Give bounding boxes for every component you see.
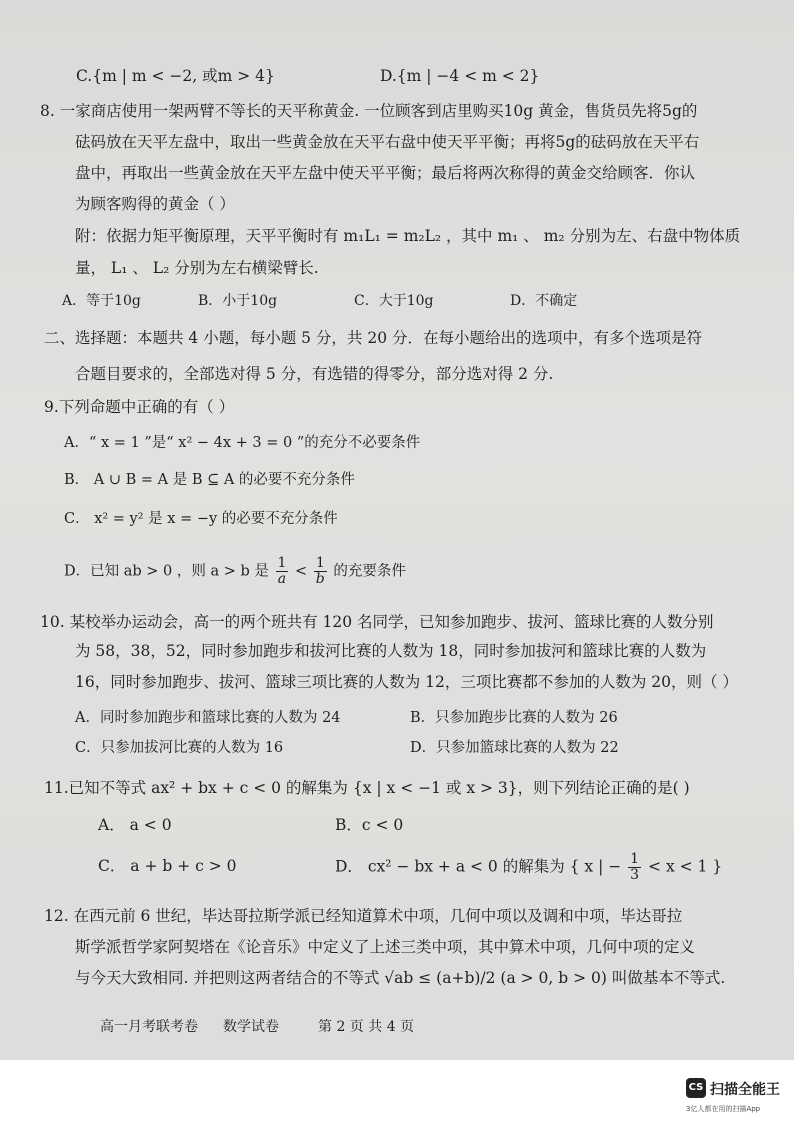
q11-option-d-suffix: < x < 1 } xyxy=(648,857,723,876)
fraction-numerator: 1 xyxy=(630,851,640,867)
q12-line2: 斯学派哲学家阿契塔在《论音乐》中定义了上述三类中项，其中算术中项，几何中项的定义 xyxy=(75,938,696,956)
q11-option-d-prefix: D． cx² − bx + a < 0 的解集为 { x | − xyxy=(335,857,622,876)
q8-option-c: C．大于10g xyxy=(354,293,434,309)
fraction-denominator: a xyxy=(277,571,287,587)
section2-line2: 合题目要求的，全部选对得 5 分，有选错的得零分，部分选对得 2 分. xyxy=(75,365,554,383)
fraction-denominator: b xyxy=(315,571,325,587)
footer-exam-name: 高一月考联考卷 xyxy=(100,1019,198,1035)
q10-line3: 16，同时参加跑步、拔河、篮球三项比赛的人数为 12，三项比赛都不参加的人数为 20，则（ ） xyxy=(75,673,738,691)
q8-note-line1: 附：依据力矩平衡原理，天平平衡时有 m₁L₁ = m₂L₂ ，其中 m₁ 、 m₂ 分别为左、右盘中物体质 xyxy=(75,227,741,245)
q10-option-d: D．只参加篮球比赛的人数为 22 xyxy=(410,740,619,756)
scanner-app-name: 扫描全能王 xyxy=(710,1082,780,1098)
scanner-tagline: 3亿人都在用的扫描App xyxy=(686,1105,761,1113)
q11-option-a: A． a < 0 xyxy=(98,816,172,834)
q9-option-d xyxy=(64,556,406,587)
q9-option-a: A．“ x = 1 ”是“ x² − 4x + 3 = 0 ”的充分不必要条件 xyxy=(64,435,421,451)
camscanner-logo-icon: CS xyxy=(686,1078,706,1098)
q9-stem: 9.下列命题中正确的有（ ） xyxy=(44,398,235,416)
fraction-numerator: 1 xyxy=(314,556,327,572)
q9-option-d-suffix: 的充要条件 xyxy=(333,563,406,580)
q7-option-c: C.{m | m < −2, 或m > 4} xyxy=(76,67,275,85)
q8-line3: 盘中，再取出一些黄金放在天平左盘中使天平平衡；最后将两次称得的黄金交给顾客．你认 xyxy=(75,164,696,182)
q10-line1: 10. 某校举办运动会，高一的两个班共有 120 名同学，已知参加跑步、拔河、篮球比赛的人数分别 xyxy=(40,613,714,631)
q10-option-b: B．只参加跑步比赛的人数为 26 xyxy=(410,710,618,726)
fraction-1-over-a xyxy=(276,556,289,587)
q8-line4: 为顾客购得的黄金（ ） xyxy=(75,195,235,213)
fraction-numerator: 1 xyxy=(277,555,287,571)
q8-line1: 8. 一家商店使用一架两臂不等长的天平称黄金. 一位顾客到店里购买10g 黄金，售货员先将5g的 xyxy=(40,102,698,120)
q8-line2: 砝码放在天平左盘中，取出一些黄金放在天平右盘中使天平平衡；再将5g的砝码放在天平右 xyxy=(75,133,700,151)
q8-note-line2: 量， L₁ 、 L₂ 分别为左右横梁臂长. xyxy=(75,259,319,277)
scanner-watermark-bar xyxy=(0,1060,794,1124)
q10-option-a: A．同时参加跑步和篮球比赛的人数为 24 xyxy=(75,710,341,726)
q11-option-b: B．c < 0 xyxy=(335,816,404,834)
q10-line2: 为 58，38，52，同时参加跑步和拔河比赛的人数为 18，同时参加拔河和篮球比赛的人数为 xyxy=(75,642,707,660)
fraction-1-over-3 xyxy=(628,852,641,883)
q9-option-d-prefix: D．已知 ab > 0 ，则 a > b 是 xyxy=(64,563,269,580)
q11-stem: 11.已知不等式 ax² + bx + c < 0 的解集为 {x | x < −1 或 x > 3}，则下列结论正确的是( ) xyxy=(44,779,690,797)
q8-option-d: D．不确定 xyxy=(510,293,578,309)
q11-option-d xyxy=(335,852,722,883)
fraction-1-over-b xyxy=(314,556,327,587)
less-than-sign: < xyxy=(295,563,308,580)
footer-page-number: 第 2 页 共 4 页 xyxy=(318,1019,415,1035)
q9-option-b: B． A ∪ B = A 是 B ⊆ A 的必要不充分条件 xyxy=(64,472,355,488)
q9-option-c: C． x² = y² 是 x = −y 的必要不充分条件 xyxy=(64,511,338,527)
q12-line1: 12. 在西元前 6 世纪，毕达哥拉斯学派已经知道算术中项，几何中项以及调和中项，毕达哥拉 xyxy=(44,907,683,925)
q8-option-b: B．小于10g xyxy=(198,293,278,309)
section2-line1: 二、选择题：本题共 4 小题，每小题 5 分，共 20 分．在每小题给出的选项中，有多个选项是符 xyxy=(44,329,703,347)
fraction-denominator: 3 xyxy=(630,867,640,883)
q7-option-d: D.{m | −4 < m < 2} xyxy=(380,67,540,85)
q10-option-c: C．只参加拔河比赛的人数为 16 xyxy=(75,740,284,756)
q12-line3: 与今天大致相同. 并把则这两者结合的不等式 √ab ≤ (a+b)/2 (a > 0, b > 0) 叫做基本不等式. xyxy=(75,969,726,987)
q8-option-a: A．等于10g xyxy=(62,293,141,309)
q11-option-c: C． a + b + c > 0 xyxy=(98,857,237,875)
footer-subject: 数学试卷 xyxy=(223,1019,279,1035)
